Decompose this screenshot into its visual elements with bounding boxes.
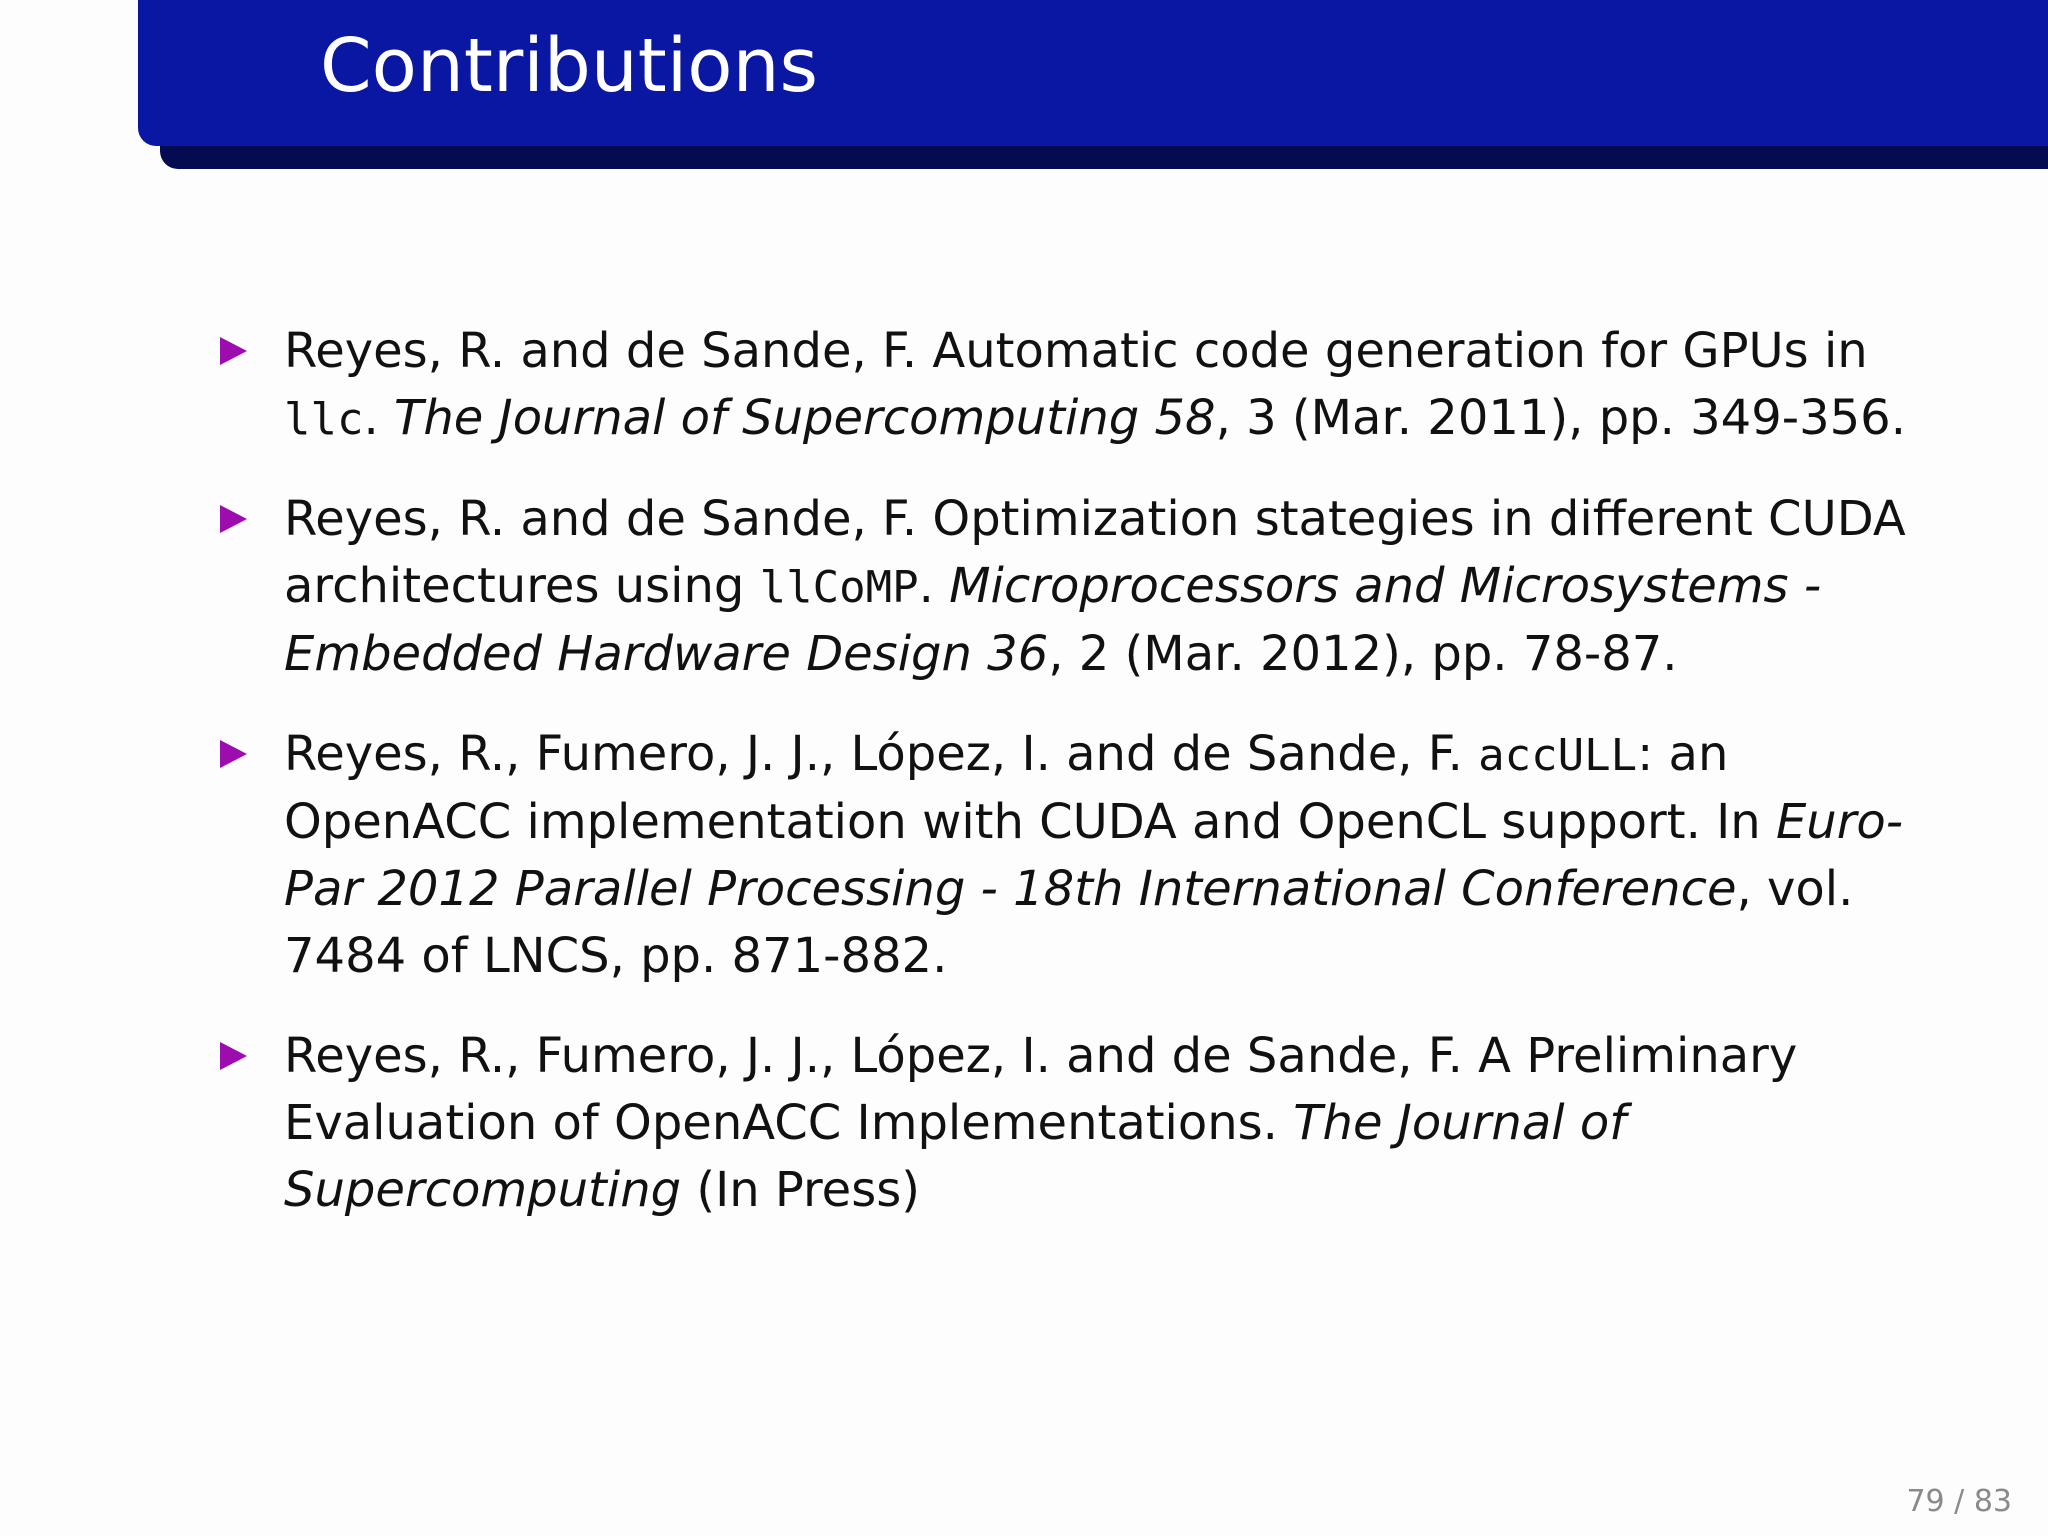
reference-title-end: . [363, 390, 394, 446]
reference-details: , vol. 7484 of LNCS, pp. 871-882. [284, 861, 1854, 984]
reference-details: (In Press) [681, 1162, 920, 1218]
page-total: 83 [1973, 1484, 2012, 1519]
reference-venue: The Journal of Supercomputing 58 [394, 390, 1216, 446]
reference-venue: Microprocessors and Microsystems - Embedded Hardware Design 36 [284, 558, 1822, 682]
reference-venue: Euro-Par 2012 Parallel Processing - 18th International Conference [284, 794, 1904, 917]
reference-title: Optimization stategies in different CUDA architectures using [284, 491, 1906, 614]
reference-authors: Reyes, R., Fumero, J. J., López, I. and de Sande, F. [284, 726, 1479, 782]
reference-details: , 2 (Mar. 2012), pp. 78-87. [1048, 626, 1678, 682]
reference-title: : an OpenACC implementation with CUDA and OpenCL support. In [284, 726, 1776, 850]
reference-authors: Reyes, R. and de Sande, F. [284, 491, 933, 547]
triangle-bullet-icon [220, 337, 247, 365]
triangle-bullet-icon [220, 740, 247, 768]
reference-code-name: llc [284, 394, 364, 445]
reference-venue: The Journal of Supercomputing [284, 1095, 1627, 1218]
page-number [1906, 1484, 2012, 1519]
reference-title-end: . [918, 558, 950, 614]
reference-item [210, 1023, 1910, 1224]
reference-title: Automatic code generation for GPUs in [932, 323, 1868, 379]
reference-list [210, 318, 1910, 1257]
slide-title: Contributions [320, 23, 819, 109]
page-current: 79 [1906, 1484, 1945, 1519]
reference-code-name: llCoMP [759, 562, 919, 613]
reference-details: , 3 (Mar. 2011), pp. 349-356. [1215, 390, 1906, 446]
reference-title: A Preliminary Evaluation of OpenACC Implementations. [284, 1028, 1798, 1151]
reference-code-name: accULL [1478, 730, 1638, 781]
page-separator: / [1944, 1484, 1974, 1519]
reference-authors: Reyes, R., Fumero, J. J., López, I. and de Sande, F. [284, 1028, 1479, 1084]
reference-item [210, 486, 1910, 688]
triangle-bullet-icon [220, 505, 247, 533]
triangle-bullet-icon [220, 1042, 247, 1070]
reference-item [210, 318, 1910, 453]
reference-item [210, 721, 1910, 990]
reference-authors: Reyes, R. and de Sande, F. [284, 323, 933, 379]
